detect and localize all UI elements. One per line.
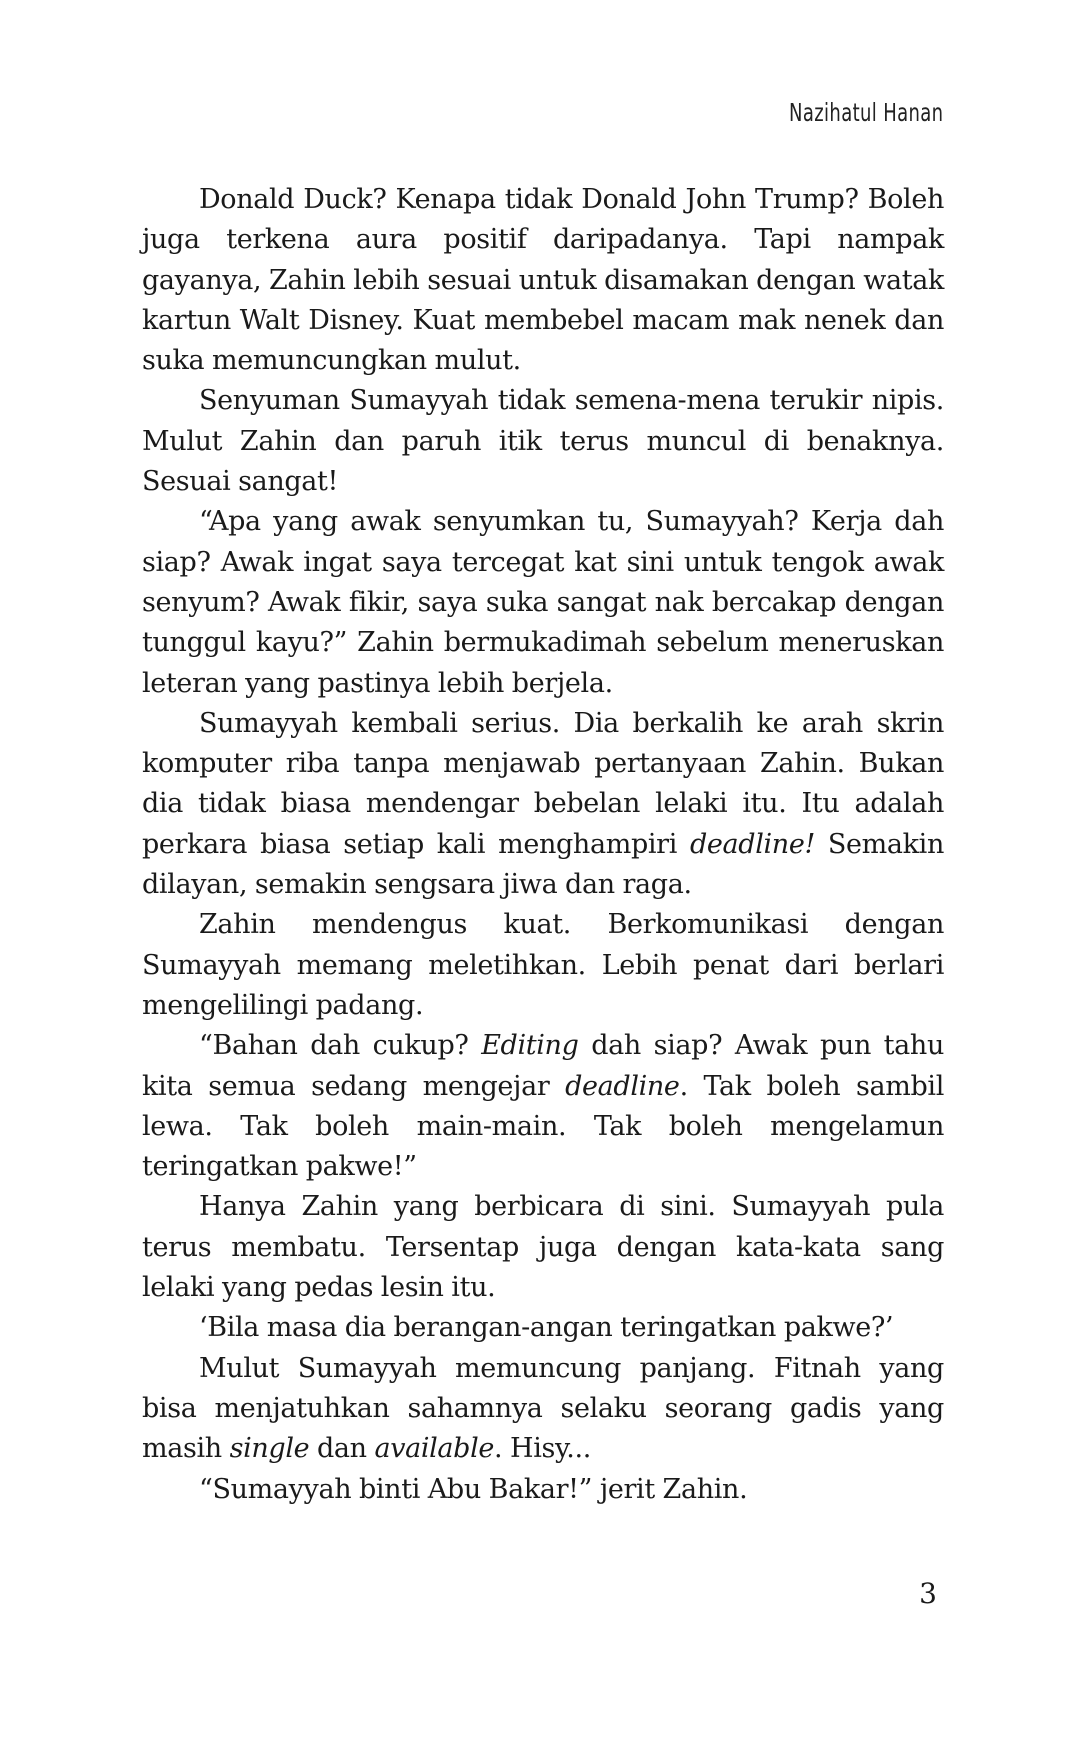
- text-run: dan: [309, 1433, 375, 1465]
- text-run: Sumayyah kembali serius. Dia berkalih ke arah skrin komputer riba tanpa menjawab pertanyaan Zahin. Bukan dia tidak biasa mendengar bebelan lelaki itu. Itu adalah perkara biasa setiap kali menghampiri: [142, 707, 944, 860]
- paragraph: [142, 905, 944, 1026]
- paragraph: [142, 1349, 944, 1470]
- body-text: [142, 180, 944, 1510]
- italic-term: Editing: [481, 1030, 579, 1062]
- page-number: 3: [919, 1577, 937, 1610]
- paragraph: [142, 180, 944, 381]
- text-run: Senyuman Sumayyah tidak semena-mena terukir nipis. Mulut Zahin dan paruh itik terus muncul di benaknya. Sesuai sangat!: [142, 385, 944, 498]
- italic-term: deadline!: [689, 828, 815, 860]
- text-run: . Hisy...: [494, 1433, 591, 1465]
- text-run: “Bahan dah cukup?: [199, 1030, 482, 1062]
- paragraph: [142, 1187, 944, 1308]
- paragraph: [142, 1308, 944, 1348]
- text-run: Donald Duck? Kenapa tidak Donald John Trump? Boleh juga terkena aura positif daripadanya. Tapi nampak gayanya, Zahin lebih sesuai untuk disamakan dengan watak kartun Walt Disney. Kuat membebel macam mak nenek dan suka memuncungkan mulut.: [142, 184, 944, 377]
- text-run: ‘Bila masa dia berangan-angan teringatkan pakwe?’: [199, 1312, 894, 1344]
- paragraph: [142, 704, 944, 905]
- paragraph: [142, 1470, 944, 1510]
- text-run: “Apa yang awak senyumkan tu, Sumayyah? Kerja dah siap? Awak ingat saya tercegat kat sini untuk tengok awak senyum? Awak fikir, saya suka sangat nak bercakap dengan tunggul kayu?” Zahin bermukadimah sebelum meneruskan leteran yang pastinya lebih berjela.: [142, 506, 944, 699]
- italic-term: single: [229, 1433, 310, 1465]
- running-head: Nazihatul Hanan: [788, 98, 943, 127]
- italic-term: available: [374, 1433, 495, 1465]
- text-run: “Sumayyah binti Abu Bakar!” jerit Zahin.: [199, 1473, 748, 1505]
- text-run: Zahin mendengus kuat. Berkomunikasi dengan Sumayyah memang meletihkan. Lebih penat dari berlari mengelilingi padang.: [142, 909, 944, 1021]
- italic-term: deadline: [565, 1070, 680, 1102]
- text-run: dah siap? Awak pun tahu kita semua sedang mengejar: [142, 1030, 945, 1102]
- text-run: Mulut Sumayyah memuncung panjang. Fitnah yang bisa menjatuhkan sahamnya selaku seorang gadis yang masih: [142, 1352, 944, 1465]
- text-run: . Tak boleh sambil lewa. Tak boleh main-main. Tak boleh mengelamun teringatkan pakwe!”: [142, 1070, 944, 1183]
- paragraph: [142, 1026, 944, 1187]
- paragraph: [142, 381, 944, 502]
- text-run: Semakin dilayan, semakin sengsara jiwa dan raga.: [142, 828, 944, 901]
- text-run: Hanya Zahin yang berbicara di sini. Sumayyah pula terus membatu. Tersentap juga dengan kata-kata sang lelaki yang pedas lesin itu.: [142, 1191, 944, 1304]
- paragraph: [142, 502, 944, 703]
